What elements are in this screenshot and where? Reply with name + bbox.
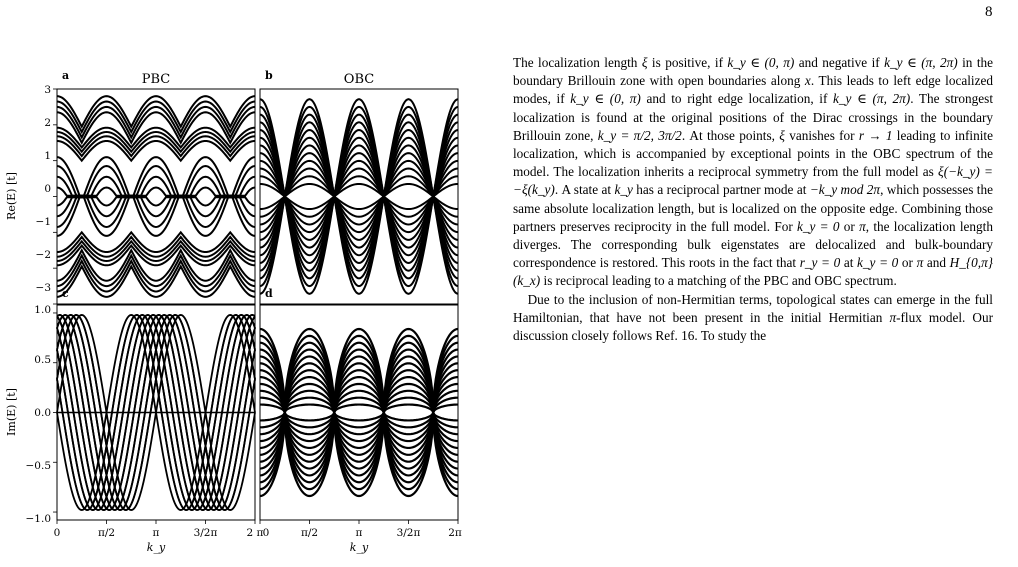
page-number: 8 <box>985 4 993 20</box>
text-run: vanishes for <box>784 127 859 143</box>
xtick-label-c: 3/2π <box>193 527 218 539</box>
text-run: , which possesses the same absolute localization length, but is localized on the opposite edge. Combining those partners preserves reciprocity in the full model. For <box>513 182 993 234</box>
math-inline: k_y ∈ (π, 2π) <box>884 55 958 70</box>
xlabel-d: k_y <box>349 541 369 554</box>
text-run: and <box>923 255 950 271</box>
text-run: has a reciprocal partner mode at <box>632 182 810 198</box>
body-text <box>513 54 993 345</box>
figure <box>0 60 490 560</box>
text-run: is positive, if <box>647 55 728 70</box>
re-ytick-label: 1 <box>44 150 51 162</box>
math-inline: ξ(−k_y) = −ξ(k_y) <box>513 164 993 198</box>
text-run: in the boundary Brillouin zone with open boundaries along <box>513 55 994 89</box>
math-inline: k_y ∈ (π, 2π) <box>833 91 911 107</box>
panel-c-letter: c <box>62 287 69 300</box>
math-inline: π <box>889 309 897 325</box>
re-ytick-label: 0 <box>44 183 51 195</box>
im-ytick-label: 1.0 <box>34 304 51 316</box>
im-ytick-label: −0.5 <box>25 460 51 472</box>
text-run: Our discussion closely follows Ref. 16. To study the <box>513 309 994 344</box>
math-inline: x <box>804 73 811 89</box>
xlabel-c: k_y <box>146 541 166 554</box>
text-run: . This leads to left edge localized modes, if <box>513 73 993 107</box>
paragraph-topological <box>513 291 993 346</box>
math-inline: k_y <box>614 182 633 198</box>
text-run: . A state at <box>554 182 615 198</box>
xtick-label-d: 3/2π <box>396 527 421 539</box>
text-run: . The strongest localization is found at the original positions of the Dirac crossings in the boundary Brillouin zone, <box>513 91 994 143</box>
band-line-a <box>57 197 255 227</box>
band-line-a <box>57 166 255 196</box>
re-ytick-label: 3 <box>44 84 51 96</box>
panel-b-letter: b <box>265 69 273 82</box>
paragraph-localization <box>513 54 993 291</box>
text-run: is reciprocal leading to a matching of the PBC and OBC spectrum. <box>540 273 897 289</box>
panel-d-letter: d <box>265 287 273 300</box>
xtick-label-d: π/2 <box>300 527 319 539</box>
panel-a-title: PBC <box>141 72 171 87</box>
math-inline: k_y = 0 <box>797 218 840 234</box>
xtick-label-d: π <box>355 527 363 539</box>
text-run: at <box>840 255 858 271</box>
math-inline: H_{0,π}(k_x) <box>513 255 994 289</box>
xtick-label-c: π <box>152 527 160 539</box>
text-run: or <box>898 255 917 271</box>
band-line-d <box>260 413 458 421</box>
math-inline: k_y = π/2, 3π/2 <box>597 127 682 143</box>
math-inline: k_y ∈ (0, π) <box>727 55 795 70</box>
text-run: and negative if <box>794 55 885 70</box>
panel-b-frame <box>260 89 458 304</box>
text-run: Due to the inclusion of non-Hermitian terms, topological states can emerge in the full Hamiltonian, that have not been present in the initial Hermitian <box>513 291 993 325</box>
math-inline: ξ <box>641 55 648 70</box>
xtick-label-d: 0 <box>262 527 270 539</box>
xtick-label-d: 2π <box>448 527 462 539</box>
im-ylabel: Im(E) [t] <box>5 388 18 436</box>
text-run: . At those points, <box>681 127 780 143</box>
panel-d-frame <box>260 305 458 520</box>
xtick-label-c: π/2 <box>97 527 116 539</box>
math-inline: π <box>916 255 924 271</box>
band-structure-figure <box>0 60 490 560</box>
re-ylabel: Re(E) [t] <box>5 172 18 220</box>
xtick-label-c-last: 2 π <box>246 527 264 539</box>
band-curves <box>57 96 458 510</box>
band-line-d <box>260 405 458 413</box>
im-ytick-label: 0.0 <box>34 407 51 419</box>
im-ytick-label: −1.0 <box>25 513 51 525</box>
text-run: , the localization length diverges. The corresponding bulk eigenstates are delocalized and bulk-boundary correspondence is restored. This roots in the fact that <box>513 218 993 271</box>
re-ytick-label: 2 <box>44 117 51 129</box>
re-ytick-label: −3 <box>35 282 51 294</box>
text-run: The localization length <box>513 55 642 70</box>
xtick-label-c: 0 <box>53 527 61 539</box>
text-run: and to right edge localization, if <box>640 91 834 107</box>
math-inline: −k_y mod 2π <box>809 182 881 198</box>
text-run: or <box>839 218 860 234</box>
text-run: leading to infinite localization, which is accompanied by exceptional points in the OBC spectrum of the model. The localization inherits a reciprocal symmetry from the full model as <box>513 127 993 180</box>
math-inline: π <box>859 218 866 234</box>
math-inline: r → 1 <box>858 127 893 143</box>
math-inline: k_y ∈ (0, π) <box>570 91 641 107</box>
math-inline: r_y = 0 <box>799 255 841 271</box>
im-ytick-label: 0.5 <box>34 354 51 366</box>
re-ytick-label: −2 <box>35 249 51 261</box>
text-run: -flux model. <box>896 309 973 325</box>
panel-a-letter: a <box>62 69 70 82</box>
panel-b-title: OBC <box>343 72 375 87</box>
math-inline: k_y = 0 <box>857 255 899 271</box>
re-ytick-label: −1 <box>35 216 51 228</box>
math-inline: ξ <box>779 127 785 143</box>
